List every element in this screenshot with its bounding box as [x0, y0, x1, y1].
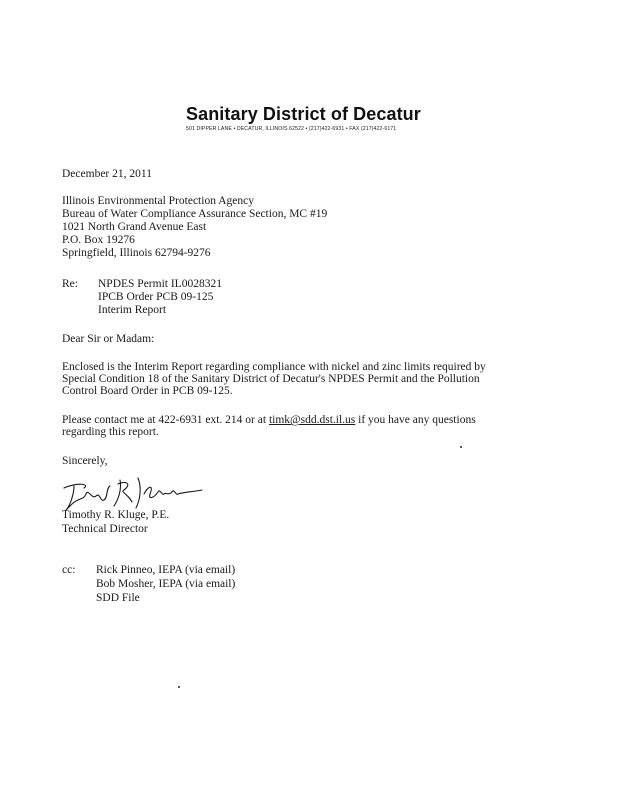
- paragraph-line: [62, 414, 512, 426]
- paragraph-line: Enclosed is the Interim Report regarding compliance with nickel and zinc limits required by: [62, 361, 486, 373]
- recipient-line: 1021 North Grand Avenue East: [62, 221, 207, 233]
- re-line: Interim Report: [98, 304, 167, 316]
- signature-icon: [60, 474, 210, 514]
- cc-label: cc:: [62, 564, 76, 576]
- paragraph-line: regarding this report.: [62, 426, 159, 438]
- letter-date: December 21, 2011: [62, 168, 152, 180]
- letterhead-org-name: Sanitary District of Decatur: [186, 104, 421, 124]
- paragraph-line: Control Board Order in PCB 09-125.: [62, 385, 233, 397]
- scan-speck: [460, 446, 462, 448]
- scan-speck: [178, 686, 180, 688]
- contact-text-end: if you have any questions: [355, 414, 476, 426]
- paragraph-line: Special Condition 18 of the Sanitary District of Decatur's NPDES Permit and the Pollution: [62, 373, 480, 385]
- body-paragraph-1: [62, 361, 512, 397]
- signer-title: Technical Director: [62, 523, 148, 535]
- recipient-line: Illinois Environmental Protection Agency: [62, 195, 254, 207]
- re-label: Re:: [62, 278, 78, 290]
- re-line: IPCB Order PCB 09-125: [98, 291, 214, 303]
- closing: Sincerely,: [62, 455, 108, 467]
- recipient-line: Bureau of Water Compliance Assurance Section, MC #19: [62, 208, 328, 220]
- body-paragraph-2: [62, 414, 512, 438]
- salutation: Dear Sir or Madam:: [62, 333, 155, 345]
- re-subject: [98, 278, 222, 317]
- contact-text: Please contact me at 422-6931 ext. 214 or at: [62, 414, 269, 426]
- signer-name: Timothy R. Kluge, P.E.: [62, 509, 170, 521]
- recipient-line: P.O. Box 19276: [62, 234, 135, 246]
- recipient-line: Springfield, Illinois 62794-9276: [62, 247, 211, 259]
- cc-item: SDD File: [96, 592, 140, 604]
- cc-item: Rick Pinneo, IEPA (via email): [96, 564, 236, 576]
- email-link[interactable]: timk@sdd.dst.il.us: [268, 414, 356, 426]
- letterhead-address: 501 DIPPER LANE • DECATUR, ILLINOIS 62522 • (217)422-6931 • FAX (217)422-6171: [186, 126, 397, 132]
- cc-item: Bob Mosher, IEPA (via email): [96, 578, 236, 590]
- cc-list: [96, 564, 235, 606]
- recipient-address: [62, 195, 327, 260]
- re-line: NPDES Permit IL0028321: [98, 278, 222, 290]
